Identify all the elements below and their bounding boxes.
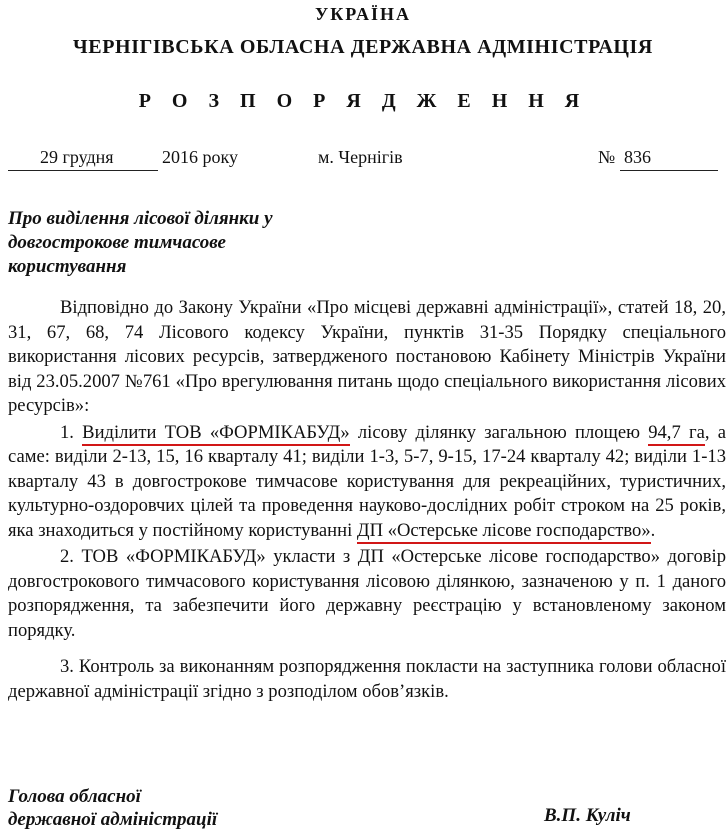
authority-heading: ЧЕРНІГІВСЬКА ОБЛАСНА ДЕРЖАВНА АДМІНІСТРАЦІЯ (73, 36, 653, 58)
item-1-text-c: . (650, 519, 656, 541)
city: м. Чернігів (318, 147, 403, 167)
number-label: № (598, 147, 616, 167)
document-subject: Про виділення лісової ділянки у довгострокове тимчасове користування (8, 208, 273, 277)
item-2-paragraph: 2. ТОВ «ФОРМІКАБУД» укласти з ДП «Остерське лісове господарство» договір довгострокового тимчасового користування лісовою ділянкою, зазначеною у п. 1 даного розпорядження, та забезпечити його державну реєстрацію у встановленому законом порядку. (8, 546, 726, 641)
highlighted-area: 94,7 га (648, 422, 705, 446)
preamble-paragraph: Відповідно до Закону України «Про місцеві державні адміністрації», статей 18, 20, 31, 67, 68, 74 Лісового кодексу України, пунктів 31-35 Порядку спеціального використання лісових ресурсів, затвердженого постановою Кабінету Міністрів України від 23.05.2007 №761 «Про врегулювання питань щодо спеціального використання лісових ресурсів»: (8, 297, 726, 416)
country-heading: УКРАЇНА (315, 4, 411, 24)
signature-position-line2: державної адміністрації (8, 809, 218, 830)
number-underline (620, 170, 718, 171)
item-1-text-a: лісову ділянку загальною площею (349, 421, 649, 443)
date-year: 2016 року (162, 147, 238, 167)
item-1-paragraph (8, 421, 726, 544)
document-number: 836 (624, 147, 651, 167)
date-day-month: 29 грудня (40, 147, 114, 167)
document-type-heading: Р О З П О Р Я Д Ж Е Н Н Я (138, 90, 588, 112)
signature-position-line1: Голова обласної (8, 786, 141, 807)
item-1-text-b: , а саме: виділи 2-13, 15, 16 кварталу 41; виділи 1-3, 5-7, 9-15, 17-24 кварталу 42; виділи 1-13 кварталу 43 в довгострокове тимчасове користування для рекреаційних, туристичних, культурно-оздоровчих цілей та проведення науково-дослідних робіт строком на 25 років, яка знаходиться у постійному користуванні (8, 421, 726, 541)
item-1-number: 1. (60, 421, 74, 443)
document-body (8, 296, 726, 704)
signatory-name: В.П. Куліч (544, 805, 631, 826)
date-underline (8, 170, 158, 171)
item-3-paragraph: 3. Контроль за виконанням розпорядження покласти на заступника голови обласної державної адміністрації згідно з розподілом обов’язків. (8, 656, 726, 702)
highlighted-company: Виділити ТОВ «ФОРМІКАБУД» (82, 422, 350, 446)
highlighted-forestry: ДП «Остерське лісове господарство» (357, 520, 651, 544)
